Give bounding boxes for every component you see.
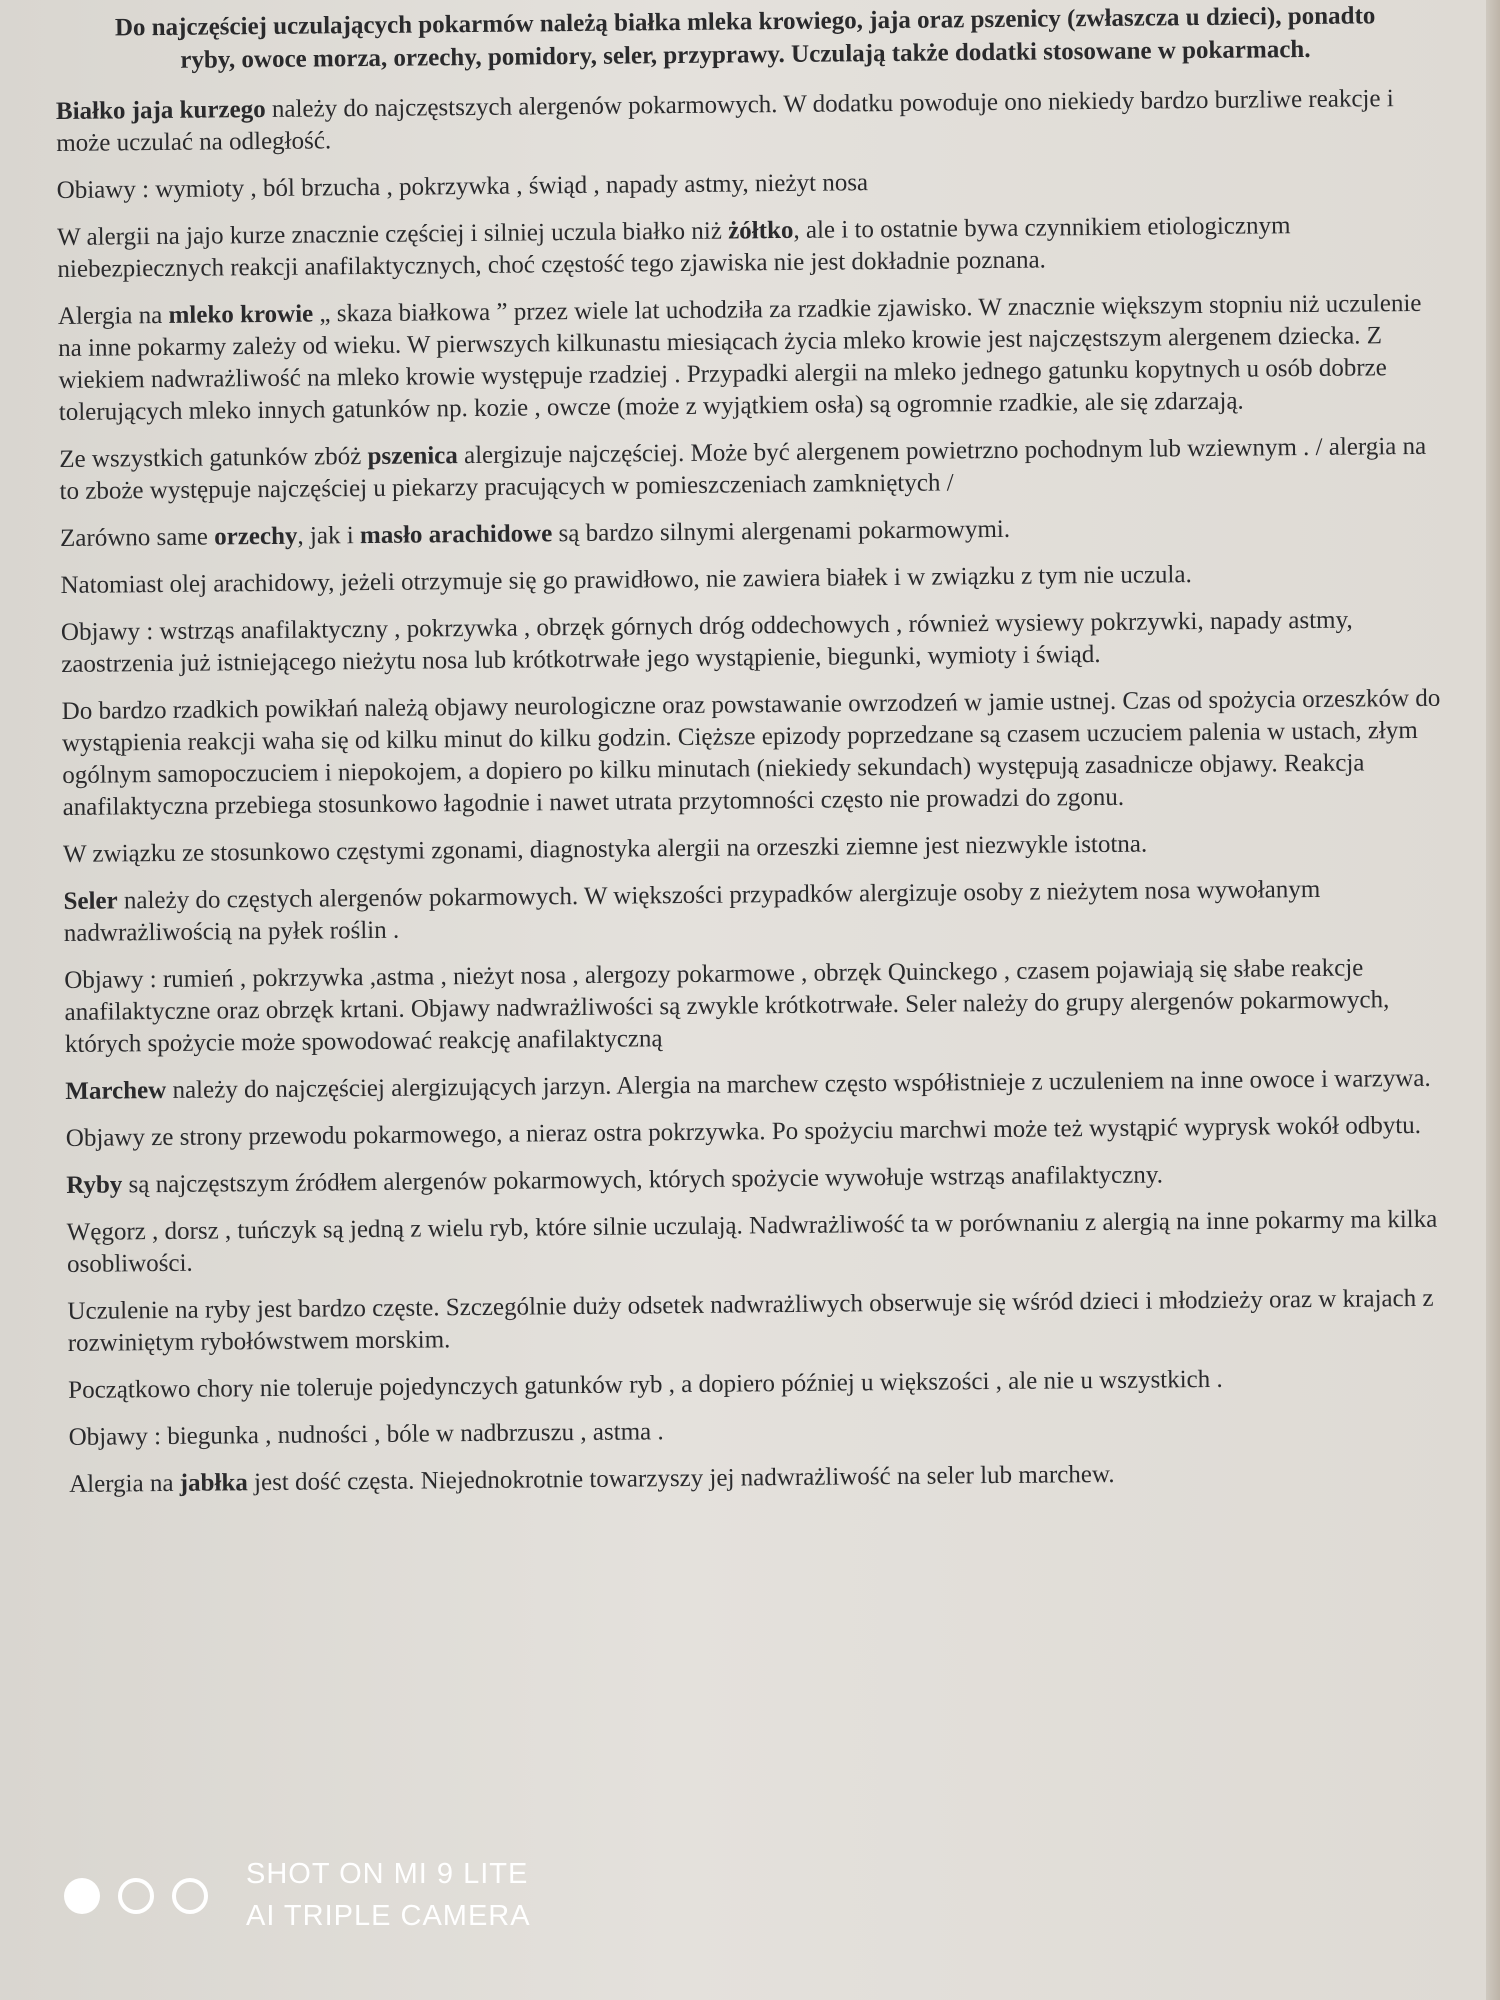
paper-edge (1486, 0, 1500, 2000)
bold-term: żółtko (728, 216, 794, 245)
paragraph-wheat (59, 431, 1440, 508)
bold-term: Ryby (66, 1171, 123, 1199)
lens-ring-icon (172, 1878, 208, 1914)
paragraph-complications: Do bardzo rzadkich powikłań należą objawy neurologiczne oraz powstawanie owrzodzeń w jamie ustnej. Czas od spożycia orzeszków do wystąpienia reakcji waha się od kilku minut do kilku godzin. Cięższe epizody poprzedzane są czasem uczuciem palenia w ustach, złym ogólnym samopoczuciem i niepokojem, a dopiero po kilku minutach (niekiedy sekundach) występują zasadnicze objawy. Reakcja anafilaktyczna przebiega stosunkowo łagodnie i nawet utrata przytomności często nie prowadzi do zgonu. (61, 684, 1441, 821)
paragraph-cow-milk (58, 288, 1439, 429)
paragraph-text: Zarówno same (59, 523, 215, 552)
paragraph-celery (63, 873, 1444, 950)
paragraph-nuts (60, 510, 1440, 555)
paragraph-text: , ale i to ostatnie bywa czynnikiem etiologicznym niebezpiecznych reakcji anafilaktycznych, choć częstość tego zjawiska nie jest dokładnie poznana. (57, 212, 1291, 283)
paragraph-fish-tolerance: Początkowo chory nie toleruje pojedynczych gatunków ryb , a dopiero później u większości , ale nie u wszystkich . (68, 1365, 1223, 1404)
paragraph-egg-symptoms: Obiawy : wymioty , ból brzucha , pokrzywka , świąd , napady astmy, nieżyt nosa (56, 169, 869, 204)
paragraph-fish-symptoms: Objawy : biegunka , nudności , bóle w nadbrzuszu , astma . (68, 1418, 664, 1451)
paragraph-text: są najczęstszym źródłem alergenów pokarmowych, których spożycie wywołuje wstrząs anafilaktyczny. (122, 1161, 1164, 1199)
paragraph-fish-species: Węgorz , dorsz , tuńczyk są jedną z wielu ryb, które silnie uczulają. Nadwrażliwość ta w porównaniu z alergią na inne pokarmy ma kilka osobliwości. (66, 1205, 1438, 1278)
document-heading: Do najczęściej uczulających pokarmów należą białka mleka krowiego, jaja oraz pszenicy (zwłaszcza u dzieci), ponadto ryby, owoce morza, orzechy, pomidory, seler, przyprawy. Uczulają także dodatki stosowane w pokarmach. (114, 2, 1376, 74)
paragraph-apple (69, 1456, 1449, 1501)
bold-term: Seler (63, 887, 118, 915)
paragraph-carrot-symptoms: Objawy ze strony przewodu pokarmowego, a nieraz ostra pokrzywka. Po spożyciu marchwi może też wystąpić wyprysk wokół odbytu. (65, 1111, 1422, 1152)
bold-term: pszenica (367, 442, 458, 471)
bold-term: Marchew (65, 1076, 167, 1105)
paragraph-diagnostics: W związku ze stosunkowo częstymi zgonami, diagnostyka alergii na orzeszki ziemne jest niezwykle istotna. (62, 830, 1148, 868)
paragraph-egg-white (56, 83, 1437, 160)
bold-term: masło arachidowe (359, 520, 553, 550)
paragraph-fish (66, 1157, 1446, 1202)
paragraph-text: , jak i (297, 522, 361, 550)
watermark-line-1: SHOT ON MI 9 LITE (246, 1858, 529, 1890)
paragraph-text: należy do najczęściej alergizujących jarzyn. Alergia na marchew często współistnieje z uczuleniem na inne owoce i warzywa. (166, 1064, 1431, 1104)
paragraph-celery-symptoms: Objawy : rumień , pokrzywka ,astma , nieżyt nosa , alergozy pokarmowe , obrzęk Quinckego , czasem pojawiają się słabe reakcje anafilaktyczne oraz obrzęk krtani. Objawy nadwrażliwości są zwykle krótkotrwałe. Seler należy do grupy alergenów pokarmowych, których spożycie może spowodować reakcję anafilaktyczną (64, 954, 1390, 1058)
document-body (55, 0, 1449, 1516)
paragraph-carrot (65, 1063, 1445, 1108)
paragraph-text: należy do najczęstszych alergenów pokarmowych. W dodatku powoduje ono niekiedy bardzo burzliwe reakcje i może uczulać na odległość. (56, 85, 1394, 157)
paragraph-text: jest dość częsta. Niejednokrotnie towarzyszy jej nadwrażliwość na seler lub marchew. (247, 1460, 1115, 1497)
paragraph-text: Alergia na (69, 1469, 180, 1498)
bold-term: Białko jaja kurzego (55, 95, 266, 125)
paragraph-text: Alergia na (57, 301, 169, 330)
lens-ring-icon (118, 1878, 154, 1914)
paragraph-peanut-oil: Natomiast olej arachidowy, jeżeli otrzymuje się go prawidłowo, nie zawiera białek i w związku z tym nie uczula. (60, 561, 1192, 599)
bold-term: mleko krowie (168, 300, 314, 329)
paragraph-text: należy do częstych alergenów pokarmowych. W większości przypadków alergizuje osoby z nieżytem nosa wywołanym nadwrażliwością na pyłek roślin . (63, 875, 1321, 947)
paragraph-fish-frequency: Uczulenie na ryby jest bardzo częste. Szczególnie duży odsetek nadwrażliwych obserwuje się wśród dzieci i młodzieży oraz w krajach z rozwiniętym rybołówstwem morskim. (67, 1284, 1434, 1357)
lens-dot-icon (64, 1878, 100, 1914)
bold-term: orzechy (214, 522, 298, 551)
paragraph-text: „ skaza białkowa ” przez wiele lat uchodziła za rzadkie zjawisko. W znacznie większym stopniu niż uczulenie na inne pokarmy zależy od wieku. W pierwszych kilkunastu miesiącach życia mleko krowie jest najczęstszym alergenem dziecka. Z wiekiem nadwrażliwość na mleko krowie występuje rzadziej . Przypadki alergii na mleko jednego gatunku kopytnych u osób dobrze tolerujących mleko innych gatunków np. kozie , owcze (może z wyjątkiem osła) są ogromnie rzadkie, ale się zdarzają. (58, 289, 1422, 426)
paragraph-egg-yolk (57, 209, 1438, 286)
paragraph-text: alergizuje najczęściej. Może być alergenem powietrzno pochodnym lub wziewnym . / alergia na to zboże występuje najczęściej u piekarzy pracujących w pomieszczeniach zamkniętych / (59, 432, 1427, 505)
camera-watermark (60, 1856, 600, 1946)
paragraph-text: są bardzo silnymi alergenami pokarmowymi. (552, 515, 1011, 548)
paragraph-nut-symptoms: Objawy : wstrząs anafilaktyczny , pokrzywka , obrzęk górnych dróg oddechowych , również wysiewy pokrzywki, napady astmy, zaostrzenia już istniejącego nieżytu nosa lub krótkotrwałe jego wystąpienie, biegunki, wymioty i świąd. (60, 606, 1353, 678)
watermark-line-2: AI TRIPLE CAMERA (246, 1900, 531, 1932)
bold-term: jabłka (179, 1469, 248, 1497)
paragraph-text: W alergii na jajo kurze znacznie częściej i silniej uczula białko niż (57, 217, 729, 251)
paragraph-text: Ze wszystkich gatunków zbóż (59, 443, 368, 473)
